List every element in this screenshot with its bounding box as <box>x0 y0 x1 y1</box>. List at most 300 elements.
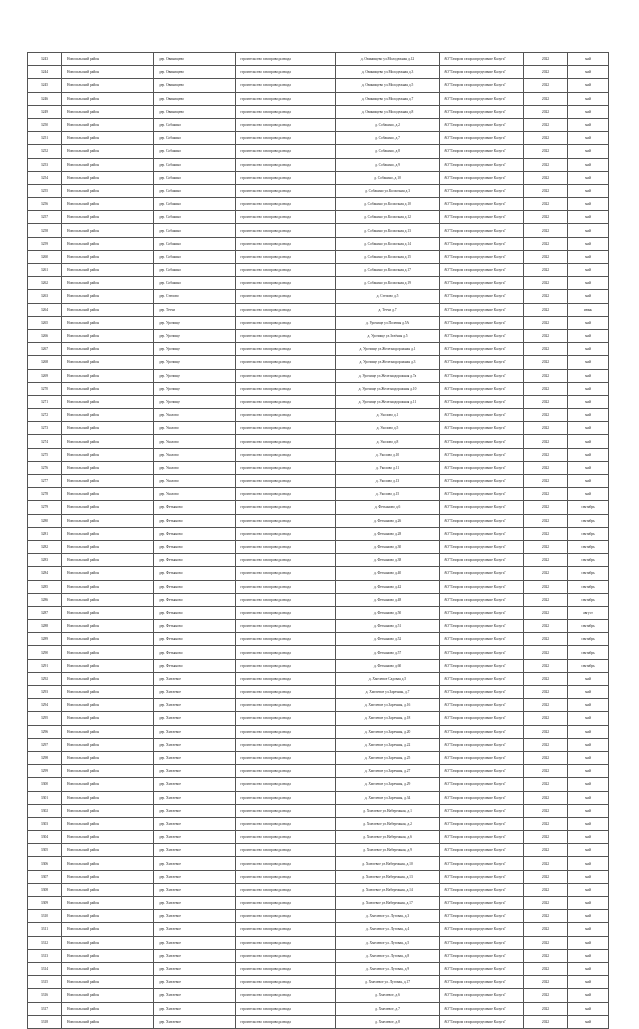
month-cell: сентябрь <box>568 540 609 553</box>
row-number: 3313 <box>28 949 62 962</box>
table-row <box>28 92 609 105</box>
district-cell: Новосильский район <box>62 778 154 791</box>
organization-cell: АО"Газпром газораспределение Калуга" <box>440 145 524 158</box>
district-cell: Новосильский район <box>62 224 154 237</box>
village-cell: дер. Хмелевое <box>154 751 236 764</box>
organization-cell: АО"Газпром газораспределение Калуга" <box>440 646 524 659</box>
village-cell: дер. Урочище <box>154 356 236 369</box>
month-cell: май <box>568 804 609 817</box>
month-cell: май <box>568 277 609 290</box>
row-number: 3286 <box>28 593 62 606</box>
row-number: 3300 <box>28 778 62 791</box>
address-cell: д. Фетьяново д.38 <box>336 554 440 567</box>
year-cell: 2022 <box>524 962 568 975</box>
row-number: 3259 <box>28 237 62 250</box>
row-number: 3260 <box>28 250 62 263</box>
year-cell: 2022 <box>524 79 568 92</box>
address-cell: д. Хмелевое ул.Заречная, д.25 <box>336 751 440 764</box>
table-row <box>28 514 609 527</box>
year-cell: 2022 <box>524 237 568 250</box>
address-cell: д. Урочище ул.Железнодорожная д.11 <box>336 395 440 408</box>
month-cell: май <box>568 105 609 118</box>
district-cell: Новосильский район <box>62 501 154 514</box>
work-type-cell: строительство газопровода ввода <box>236 1002 336 1015</box>
year-cell: 2022 <box>524 488 568 501</box>
work-type-cell: строительство газопровода ввода <box>236 778 336 791</box>
organization-cell: АО"Газпром газораспределение Калуга" <box>440 501 524 514</box>
work-type-cell: строительство газопровода ввода <box>236 870 336 883</box>
address-cell: д. Хмелевое ул.Заречная, д.34 <box>336 791 440 804</box>
year-cell: 2022 <box>524 369 568 382</box>
month-cell: май <box>568 949 609 962</box>
district-cell: Новосильский район <box>62 448 154 461</box>
village-cell: дер. Фетьяново <box>154 633 236 646</box>
table-row <box>28 184 609 197</box>
district-cell: Новосильский район <box>62 277 154 290</box>
table-row <box>28 672 609 685</box>
work-type-cell: строительство газопровода ввода <box>236 606 336 619</box>
address-cell: д. Хмелевое ул.Набережная, д.10 <box>336 857 440 870</box>
month-cell: май <box>568 66 609 79</box>
table-row <box>28 817 609 830</box>
district-cell: Новосильский район <box>62 79 154 92</box>
district-cell: Новосильский район <box>62 831 154 844</box>
organization-cell: АО"Газпром газораспределение Калуга" <box>440 409 524 422</box>
year-cell: 2022 <box>524 1015 568 1028</box>
month-cell: сентябрь <box>568 620 609 633</box>
village-cell: дер. Овинищево <box>154 79 236 92</box>
year-cell: 2022 <box>524 118 568 131</box>
village-cell: дер. Хмелевое <box>154 831 236 844</box>
month-cell: май <box>568 329 609 342</box>
village-cell: дер. Хмелевое <box>154 725 236 738</box>
year-cell: 2022 <box>524 329 568 342</box>
district-cell: Новосильский район <box>62 329 154 342</box>
row-number: 3283 <box>28 554 62 567</box>
village-cell: дер. Хмелевое <box>154 897 236 910</box>
district-cell: Новосильский район <box>62 1002 154 1015</box>
month-cell: май <box>568 118 609 131</box>
year-cell: 2022 <box>524 751 568 764</box>
organization-cell: АО"Газпром газораспределение Калуга" <box>440 633 524 646</box>
village-cell: дер. Фетьяново <box>154 646 236 659</box>
table-row <box>28 870 609 883</box>
address-cell: д. Урочище ул.Полевая д.5А <box>336 316 440 329</box>
table-row <box>28 606 609 619</box>
row-number: 3288 <box>28 620 62 633</box>
address-cell: д. Собакино ул.Колхозная д.12 <box>336 211 440 224</box>
month-cell: май <box>568 422 609 435</box>
work-type-cell: строительство газопровода ввода <box>236 989 336 1002</box>
work-type-cell: строительство газопровода ввода <box>236 831 336 844</box>
table-row <box>28 145 609 158</box>
table-row <box>28 316 609 329</box>
village-cell: дер. Собакино <box>154 277 236 290</box>
work-type-cell: строительство газопровода ввода <box>236 92 336 105</box>
month-cell: май <box>568 171 609 184</box>
district-cell: Новосильский район <box>62 198 154 211</box>
year-cell: 2022 <box>524 461 568 474</box>
work-type-cell: строительство газопровода ввода <box>236 949 336 962</box>
work-type-cell: строительство газопровода ввода <box>236 567 336 580</box>
year-cell: 2022 <box>524 593 568 606</box>
village-cell: дер. Овинищево <box>154 105 236 118</box>
month-cell: сентябрь <box>568 593 609 606</box>
village-cell: дер. Хмелевое <box>154 962 236 975</box>
work-type-cell: строительство газопровода ввода <box>236 923 336 936</box>
address-cell: д. Уколово д.8 <box>336 435 440 448</box>
work-type-cell: строительство газопровода ввода <box>236 554 336 567</box>
village-cell: дер. Фетьяново <box>154 659 236 672</box>
village-cell: дер. Собакино <box>154 198 236 211</box>
organization-cell: АО"Газпром газораспределение Калуга" <box>440 264 524 277</box>
year-cell: 2022 <box>524 976 568 989</box>
address-cell: д. Урочище ул.Железнодорожная д.7а <box>336 369 440 382</box>
table-row <box>28 329 609 342</box>
organization-cell: АО"Газпром газораспределение Калуга" <box>440 92 524 105</box>
table-row <box>28 633 609 646</box>
month-cell: май <box>568 910 609 923</box>
district-cell: Новосильский район <box>62 264 154 277</box>
year-cell: 2022 <box>524 949 568 962</box>
organization-cell: АО"Газпром газораспределение Калуга" <box>440 198 524 211</box>
address-cell: д. Хмелевое ул.Заречная, д.16 <box>336 699 440 712</box>
table-row <box>28 435 609 448</box>
address-cell: д. Хмелевое ул.Заречная, д.22 <box>336 738 440 751</box>
row-number: 3266 <box>28 329 62 342</box>
month-cell: май <box>568 923 609 936</box>
row-number: 3262 <box>28 277 62 290</box>
district-cell: Новосильский район <box>62 738 154 751</box>
district-cell: Новосильский район <box>62 751 154 764</box>
work-type-cell: строительство газопровода ввода <box>236 857 336 870</box>
year-cell: 2022 <box>524 883 568 896</box>
year-cell: 2022 <box>524 277 568 290</box>
district-cell: Новосильский район <box>62 435 154 448</box>
gasification-table <box>27 52 609 1029</box>
village-cell: дер. Хмелевое <box>154 936 236 949</box>
row-number: 3295 <box>28 712 62 725</box>
month-cell: май <box>568 237 609 250</box>
year-cell: 2022 <box>524 778 568 791</box>
year-cell: 2022 <box>524 435 568 448</box>
village-cell: дер. Уколово <box>154 435 236 448</box>
year-cell: 2022 <box>524 66 568 79</box>
village-cell: дер. Урочище <box>154 369 236 382</box>
year-cell: 2022 <box>524 686 568 699</box>
year-cell: 2022 <box>524 158 568 171</box>
month-cell: май <box>568 435 609 448</box>
work-type-cell: строительство газопровода ввода <box>236 475 336 488</box>
address-cell: д. Хмелевое Садовая д.5 <box>336 672 440 685</box>
organization-cell: АО"Газпром газораспределение Калуга" <box>440 527 524 540</box>
district-cell: Новосильский район <box>62 118 154 131</box>
table-row <box>28 620 609 633</box>
year-cell: 2022 <box>524 343 568 356</box>
work-type-cell: строительство газопровода ввода <box>236 633 336 646</box>
village-cell: дер. Хмелевое <box>154 817 236 830</box>
year-cell: 2022 <box>524 646 568 659</box>
row-number: 3249 <box>28 105 62 118</box>
table-row <box>28 66 609 79</box>
address-cell: д. Хмелевое ул. Луговая, д.3 <box>336 910 440 923</box>
table-row <box>28 198 609 211</box>
row-number: 3302 <box>28 804 62 817</box>
village-cell: дер. Хмелевое <box>154 699 236 712</box>
address-cell: д. Хмелевое, д.8 <box>336 1015 440 1028</box>
table-row <box>28 237 609 250</box>
year-cell: 2022 <box>524 290 568 303</box>
address-cell: д. Собакино, д.7 <box>336 132 440 145</box>
month-cell: май <box>568 791 609 804</box>
work-type-cell: строительство газопровода ввода <box>236 316 336 329</box>
district-cell: Новосильский район <box>62 145 154 158</box>
work-type-cell: строительство газопровода ввода <box>236 936 336 949</box>
organization-cell: АО"Газпром газораспределение Калуга" <box>440 475 524 488</box>
work-type-cell: строительство газопровода ввода <box>236 211 336 224</box>
organization-cell: АО"Газпром газораспределение Калуга" <box>440 171 524 184</box>
row-number: 3290 <box>28 646 62 659</box>
village-cell: дер. Урочище <box>154 395 236 408</box>
row-number: 3309 <box>28 897 62 910</box>
organization-cell: АО"Газпром газораспределение Калуга" <box>440 976 524 989</box>
district-cell: Новосильский район <box>62 356 154 369</box>
table-row <box>28 527 609 540</box>
month-cell: май <box>568 1002 609 1015</box>
work-type-cell: строительство газопровода ввода <box>236 369 336 382</box>
village-cell: дер. Овинищево <box>154 66 236 79</box>
year-cell: 2022 <box>524 540 568 553</box>
address-cell: д. Собакино ул.Колхозная д.17 <box>336 264 440 277</box>
table-row <box>28 738 609 751</box>
year-cell: 2022 <box>524 936 568 949</box>
work-type-cell: строительство газопровода ввода <box>236 501 336 514</box>
work-type-cell: строительство газопровода ввода <box>236 672 336 685</box>
district-cell: Новосильский район <box>62 343 154 356</box>
month-cell: май <box>568 448 609 461</box>
organization-cell: АО"Газпром газораспределение Калуга" <box>440 277 524 290</box>
village-cell: дер. Фетьяново <box>154 567 236 580</box>
month-cell: май <box>568 395 609 408</box>
village-cell: дер. Хмелевое <box>154 778 236 791</box>
month-cell: май <box>568 897 609 910</box>
village-cell: дер. Хмелевое <box>154 672 236 685</box>
month-cell: май <box>568 976 609 989</box>
village-cell: дер. Урочище <box>154 382 236 395</box>
address-cell: д. Хмелевое ул.Набережная, д.1 <box>336 804 440 817</box>
village-cell: дер. Хмелевое <box>154 923 236 936</box>
work-type-cell: строительство газопровода ввода <box>236 53 336 66</box>
table-row <box>28 250 609 263</box>
year-cell: 2022 <box>524 198 568 211</box>
work-type-cell: строительство газопровода ввода <box>236 329 336 342</box>
month-cell: май <box>568 79 609 92</box>
year-cell: 2022 <box>524 580 568 593</box>
district-cell: Новосильский район <box>62 395 154 408</box>
work-type-cell: строительство газопровода ввода <box>236 725 336 738</box>
table-row <box>28 593 609 606</box>
work-type-cell: строительство газопровода ввода <box>236 105 336 118</box>
organization-cell: АО"Газпром газораспределение Калуга" <box>440 316 524 329</box>
organization-cell: АО"Газпром газораспределение Калуга" <box>440 66 524 79</box>
table-row <box>28 567 609 580</box>
organization-cell: АО"Газпром газораспределение Калуга" <box>440 250 524 263</box>
work-type-cell: строительство газопровода ввода <box>236 118 336 131</box>
organization-cell: АО"Газпром газораспределение Калуга" <box>440 211 524 224</box>
month-cell: май <box>568 382 609 395</box>
address-cell: д. Хмелевое ул.Набережная, д.14 <box>336 883 440 896</box>
work-type-cell: строительство газопровода ввода <box>236 910 336 923</box>
table-row <box>28 686 609 699</box>
row-number: 3312 <box>28 936 62 949</box>
month-cell: май <box>568 488 609 501</box>
year-cell: 2022 <box>524 264 568 277</box>
month-cell: май <box>568 290 609 303</box>
village-cell: дер. Собакино <box>154 118 236 131</box>
year-cell: 2022 <box>524 606 568 619</box>
work-type-cell: строительство газопровода ввода <box>236 844 336 857</box>
work-type-cell: строительство газопровода ввода <box>236 290 336 303</box>
row-number: 3314 <box>28 962 62 975</box>
address-cell: д. Урочище ул.Железнодорожная д.1 <box>336 343 440 356</box>
work-type-cell: строительство газопровода ввода <box>236 198 336 211</box>
organization-cell: АО"Газпром газораспределение Калуга" <box>440 778 524 791</box>
district-cell: Новосильский район <box>62 844 154 857</box>
address-cell: д. Овинищево ул.Молодежная д.3 <box>336 66 440 79</box>
district-cell: Новосильский район <box>62 211 154 224</box>
organization-cell: АО"Газпром газораспределение Калуга" <box>440 989 524 1002</box>
table-row <box>28 910 609 923</box>
row-number: 3315 <box>28 976 62 989</box>
address-cell: д. Уколово д.1 <box>336 409 440 422</box>
district-cell: Новосильский район <box>62 409 154 422</box>
organization-cell: АО"Газпром газораспределение Калуга" <box>440 488 524 501</box>
month-cell: май <box>568 686 609 699</box>
district-cell: Новосильский район <box>62 184 154 197</box>
address-cell: д. Фетьяново д.42 <box>336 580 440 593</box>
row-number: 3297 <box>28 738 62 751</box>
village-cell: дер. Хмелевое <box>154 989 236 1002</box>
month-cell: май <box>568 158 609 171</box>
district-cell: Новосильский район <box>62 237 154 250</box>
row-number: 3245 <box>28 79 62 92</box>
village-cell: дер. Овинищево <box>154 53 236 66</box>
month-cell: май <box>568 857 609 870</box>
village-cell: дер. Фетьяново <box>154 593 236 606</box>
month-cell: май <box>568 132 609 145</box>
district-cell: Новосильский район <box>62 92 154 105</box>
work-type-cell: строительство газопровода ввода <box>236 751 336 764</box>
address-cell: д. Собакино, д.9 <box>336 158 440 171</box>
table-row <box>28 804 609 817</box>
organization-cell: АО"Газпром газораспределение Калуга" <box>440 844 524 857</box>
organization-cell: АО"Газпром газораспределение Калуга" <box>440 514 524 527</box>
organization-cell: АО"Газпром газораспределение Калуга" <box>440 659 524 672</box>
organization-cell: АО"Газпром газораспределение Калуга" <box>440 554 524 567</box>
address-cell: д. Хмелевое ул.Заречная, д.27 <box>336 765 440 778</box>
address-cell: д. Собакино ул.Колхозная д.15 <box>336 250 440 263</box>
year-cell: 2022 <box>524 356 568 369</box>
village-cell: дер. Собакино <box>154 250 236 263</box>
row-number: 3311 <box>28 923 62 936</box>
village-cell: дер. Уколово <box>154 461 236 474</box>
village-cell: дер. Тетчи <box>154 303 236 316</box>
month-cell: май <box>568 475 609 488</box>
district-cell: Новосильский район <box>62 53 154 66</box>
year-cell: 2022 <box>524 1002 568 1015</box>
district-cell: Новосильский район <box>62 699 154 712</box>
year-cell: 2022 <box>524 989 568 1002</box>
address-cell: д. Хмелевое ул. Луговая, д.4 <box>336 923 440 936</box>
row-number: 3285 <box>28 580 62 593</box>
row-number: 3317 <box>28 1002 62 1015</box>
year-cell: 2022 <box>524 804 568 817</box>
organization-cell: АО"Газпром газораспределение Калуга" <box>440 118 524 131</box>
address-cell: д. Фетьяново д.40 <box>336 567 440 580</box>
district-cell: Новосильский район <box>62 791 154 804</box>
organization-cell: АО"Газпром газораспределение Калуга" <box>440 765 524 778</box>
work-type-cell: строительство газопровода ввода <box>236 66 336 79</box>
row-number: 3256 <box>28 198 62 211</box>
row-number: 3281 <box>28 527 62 540</box>
year-cell: 2022 <box>524 659 568 672</box>
table-row <box>28 158 609 171</box>
work-type-cell: строительство газопровода ввода <box>236 962 336 975</box>
organization-cell: АО"Газпром газораспределение Калуга" <box>440 593 524 606</box>
year-cell: 2022 <box>524 53 568 66</box>
row-number: 3272 <box>28 409 62 422</box>
village-cell: дер. Собакино <box>154 145 236 158</box>
table-row <box>28 303 609 316</box>
address-cell: д. Хмелевое ул.Заречная, д.18 <box>336 712 440 725</box>
table-row <box>28 883 609 896</box>
table-row <box>28 725 609 738</box>
work-type-cell: строительство газопровода ввода <box>236 343 336 356</box>
village-cell: дер. Фетьяново <box>154 606 236 619</box>
work-type-cell: строительство газопровода ввода <box>236 1015 336 1028</box>
row-number: 3299 <box>28 765 62 778</box>
address-cell: д. Уколово д.15 <box>336 488 440 501</box>
month-cell: сентябрь <box>568 514 609 527</box>
district-cell: Новосильский район <box>62 158 154 171</box>
district-cell: Новосильский район <box>62 936 154 949</box>
address-cell: д. Уколово д.11 <box>336 461 440 474</box>
village-cell: дер. Фетьяново <box>154 540 236 553</box>
row-number: 3268 <box>28 356 62 369</box>
table-row <box>28 501 609 514</box>
row-number: 3269 <box>28 369 62 382</box>
month-cell: май <box>568 989 609 1002</box>
organization-cell: АО"Газпром газораспределение Калуга" <box>440 356 524 369</box>
table-row <box>28 962 609 975</box>
village-cell: дер. Собакино <box>154 132 236 145</box>
year-cell: 2022 <box>524 409 568 422</box>
row-number: 3254 <box>28 171 62 184</box>
organization-cell: АО"Газпром газораспределение Калуга" <box>440 686 524 699</box>
work-type-cell: строительство газопровода ввода <box>236 303 336 316</box>
village-cell: дер. Фетьяново <box>154 527 236 540</box>
district-cell: Новосильский район <box>62 962 154 975</box>
address-cell: д. Хмелевое ул. Луговая, д.8 <box>336 949 440 962</box>
row-number: 3287 <box>28 606 62 619</box>
address-cell: д. Фетьяново д.28 <box>336 527 440 540</box>
year-cell: 2022 <box>524 527 568 540</box>
table-row <box>28 540 609 553</box>
table-row <box>28 857 609 870</box>
table-row <box>28 422 609 435</box>
work-type-cell: строительство газопровода ввода <box>236 409 336 422</box>
row-number: 3267 <box>28 343 62 356</box>
